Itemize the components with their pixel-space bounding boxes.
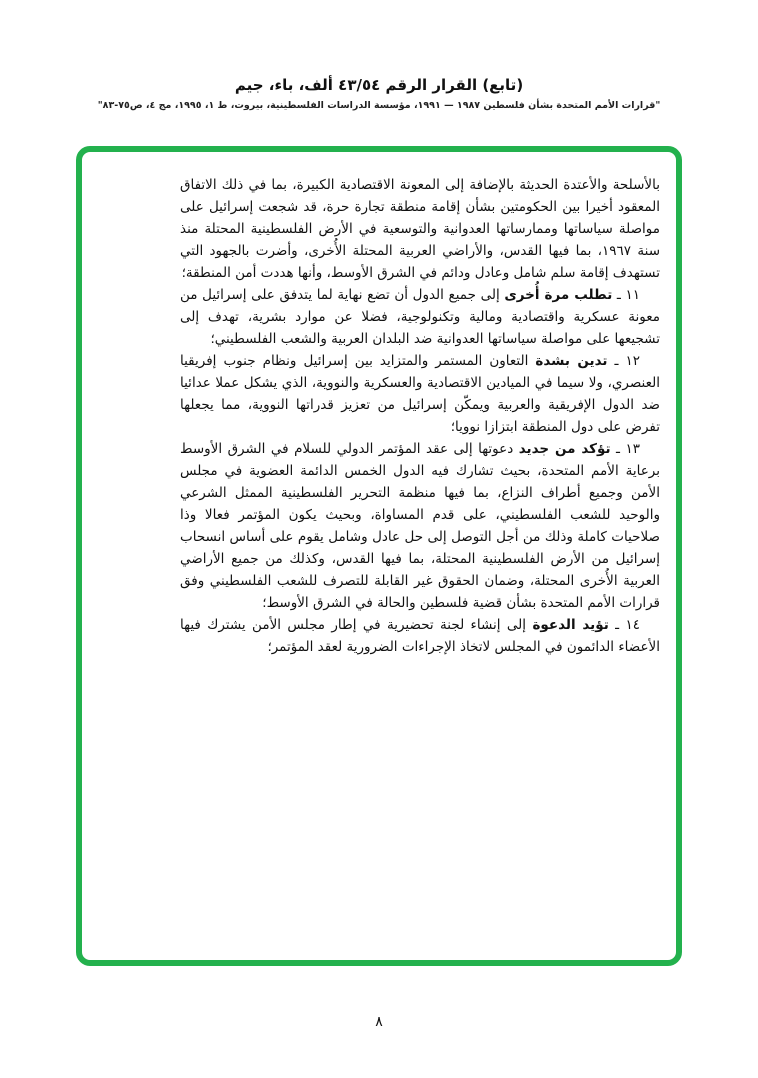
resolution-paragraph-11	[180, 284, 660, 350]
paragraph-continuation	[180, 174, 660, 284]
paragraph-text: دعوتها إلى عقد المؤتمر الدولي للسلام في الشرق الأوسط برعاية الأمم المتحدة، بحيث تشارك فيه الدول الخمس الدائمة العضوية في مجلس الأمن وجميع أطراف النزاع، بما فيها منظمة التحرير الفلسطينية الممثل الشرعي والوحيد للشعب الفلسطيني، على قدم المساواة، وبحيث يكون المؤتمر فعالا وذا صلاحيات كاملة وذلك من أجل التوصل إلى حل عادل وشامل يقوم على أساس انسحاب إسرائيل من الأرض الفلسطينية المحتلة، بما فيها القدس، وكذلك من جميع الأراضي العربية الأُخرى المحتلة، وضمان الحقوق غير القابلة للتصرف للشعب الفلسطيني وفق قرارات الأمم المتحدة بشأن قضية فلسطين والحالة في الشرق الأوسط؛	[180, 441, 660, 611]
paragraph-text: بالأسلحة والأعتدة الحديثة بالإضافة إلى المعونة الاقتصادية الكبيرة، بما في ذلك الاتفاق المعقود أخيرا بين الحكومتين بشأن إقامة منطقة تجارة حرة، قد شجعت إسرائيل على مواصلة سياساتها وممارساتها العدوانية والتوسعية في الأرض الفلسطينية المحتلة منذ سنة ١٩٦٧، بما فيها القدس، والأراضي العربية المحتلة الأُخرى، وأضرت بالجهود التي تستهدف إقامة سلم شامل وعادل ودائم في الشرق الأوسط، وأنها هددت أمن المنطقة؛	[180, 177, 661, 281]
resolution-paragraph-13	[180, 438, 660, 614]
paragraph-number: ١٤ ـ	[615, 617, 640, 633]
paragraph-lead: تؤكد من جديد	[518, 441, 611, 457]
page-number: ٨	[375, 1014, 383, 1030]
paragraph-lead: تدين بشدة	[535, 353, 608, 369]
paragraph-text: إلى إنشاء لجنة تحضيرية في إطار مجلس الأمن يشترك فيها الأعضاء الدائمون في المجلس لاتخاذ الإجراءات الضرورية لعقد المؤتمر؛	[180, 617, 660, 655]
paragraph-text: إلى جميع الدول أن تضع نهاية لما يتدفق على إسرائيل من معونة عسكرية واقتصادية ومالية وتكنولوجية، فضلا عن موارد بشرية، تهدف إلى تشجيعها على مواصلة سياساتها العدوانية ضد البلدان العربية والشعب الفلسطيني؛	[180, 287, 660, 347]
paragraph-lead: تؤيد الدعوة	[532, 617, 609, 633]
document-title: (تابع) القرار الرقم ٤٣/٥٤ ألف، باء، جيم	[234, 76, 524, 94]
paragraph-number: ١١ ـ	[616, 287, 640, 303]
page-header	[0, 76, 758, 111]
resolution-paragraph-14	[180, 614, 660, 658]
resolution-paragraph-12	[180, 350, 660, 438]
resolution-text-area	[180, 174, 660, 658]
source-citation: "قرارات الأمم المتحدة بشأن فلسطين ١٩٨٧ — ١٩٩١، مؤسسة الدراسات الفلسطينية، بيروت، ط ١، ١٩٩٥، مج ٤، ص٧٥-٨٣"	[97, 100, 661, 111]
paragraph-number: ١٣ ـ	[616, 441, 640, 457]
content-border-box	[76, 146, 682, 966]
paragraph-text: التعاون المستمر والمتزايد بين إسرائيل ونظام جنوب إفريقيا العنصري، ولا سيما في الميادين الاقتصادية والعسكرية والنووية، الذي يشكل عملا عدائيا ضد الدول الإفريقية والعربية ويمكّن إسرائيل من تعزيز قدراتها النووية، مما يجعلها تفرض على دول المنطقة ابتزازا نوويا؛	[180, 353, 660, 435]
paragraph-number: ١٢ ـ	[614, 353, 641, 369]
paragraph-lead: تطلب مرة أُخرى	[504, 287, 613, 303]
